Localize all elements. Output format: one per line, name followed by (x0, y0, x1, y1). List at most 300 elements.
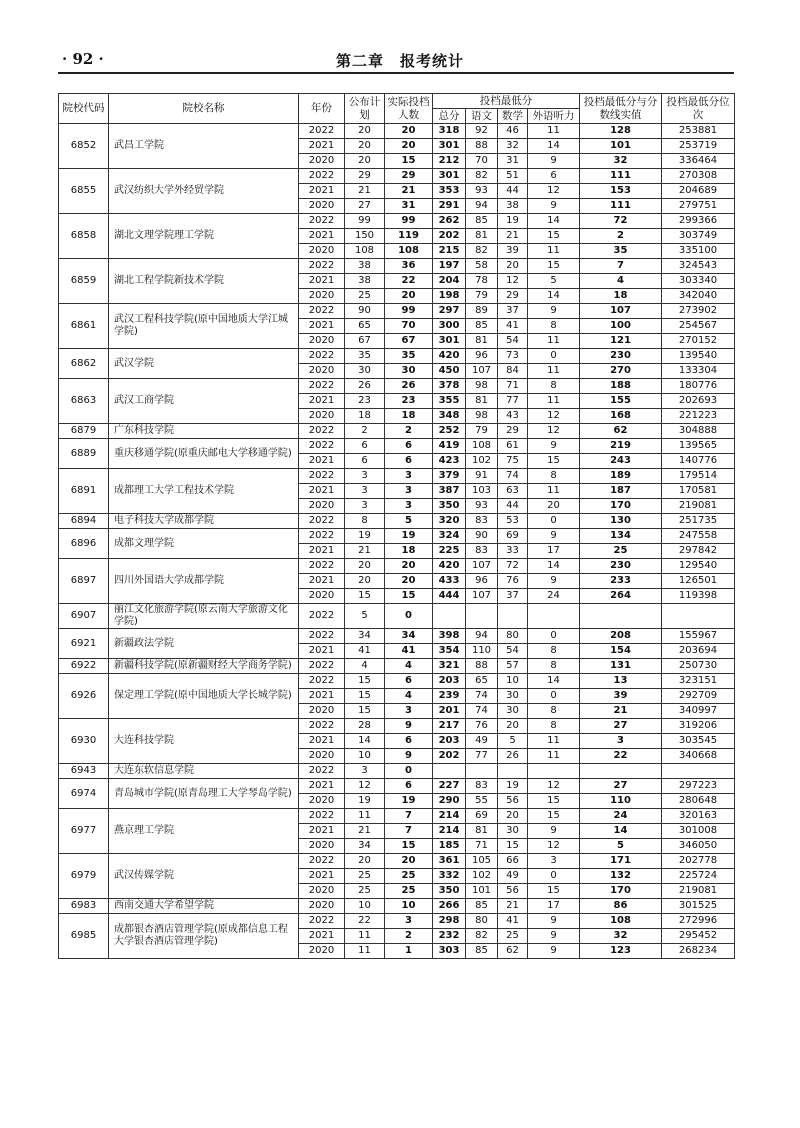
school-name: 武汉工程科技学院(原中国地质大学江城学院) (109, 304, 299, 349)
cell-total: 202 (433, 749, 466, 764)
cell-total: 201 (433, 704, 466, 719)
cell-chinese: 76 (466, 719, 498, 734)
cell-chinese: 108 (466, 439, 498, 454)
cell-planned: 20 (345, 154, 385, 169)
cell-diff: 72 (580, 214, 662, 229)
school-code: 6977 (59, 809, 109, 854)
cell-chinese: 83 (466, 544, 498, 559)
cell-rank: 253881 (662, 124, 735, 139)
cell-year: 2022 (299, 809, 345, 824)
cell-foreign: 9 (528, 529, 580, 544)
cell-chinese: 83 (466, 779, 498, 794)
cell-rank: 301008 (662, 824, 735, 839)
cell-foreign: 9 (528, 439, 580, 454)
cell-total: 262 (433, 214, 466, 229)
school-code: 6930 (59, 719, 109, 764)
cell-math: 5 (498, 734, 528, 749)
cell-chinese: 83 (466, 514, 498, 529)
cell-diff: 3 (580, 734, 662, 749)
cell-math: 46 (498, 124, 528, 139)
cell-total: 444 (433, 589, 466, 604)
cell-math: 84 (498, 364, 528, 379)
school-name: 武汉传媒学院 (109, 854, 299, 899)
cell-planned: 2 (345, 424, 385, 439)
school-name: 新疆政法学院 (109, 629, 299, 659)
cell-foreign: 3 (528, 854, 580, 869)
cell-chinese: 92 (466, 124, 498, 139)
cell-math: 69 (498, 529, 528, 544)
cell-actual: 6 (385, 454, 433, 469)
cell-math: 26 (498, 749, 528, 764)
cell-math: 25 (498, 929, 528, 944)
cell-year: 2021 (299, 824, 345, 839)
cell-math: 39 (498, 244, 528, 259)
cell-actual: 18 (385, 544, 433, 559)
cell-year: 2022 (299, 914, 345, 929)
cell-total: 301 (433, 169, 466, 184)
cell-actual: 6 (385, 674, 433, 689)
table-row (59, 169, 735, 184)
school-name: 青岛城市学院(原青岛理工大学琴岛学院) (109, 779, 299, 809)
cell-chinese (466, 764, 498, 779)
cell-diff: 111 (580, 199, 662, 214)
cell-rank: 335100 (662, 244, 735, 259)
cell-rank: 301525 (662, 899, 735, 914)
cell-rank: 251735 (662, 514, 735, 529)
cell-total: 214 (433, 809, 466, 824)
cell-chinese: 94 (466, 629, 498, 644)
cell-diff: 155 (580, 394, 662, 409)
cell-total: 350 (433, 499, 466, 514)
cell-foreign: 8 (528, 379, 580, 394)
cell-planned: 65 (345, 319, 385, 334)
cell-planned: 14 (345, 734, 385, 749)
cell-diff: 24 (580, 809, 662, 824)
cell-diff: 168 (580, 409, 662, 424)
cell-rank: 202778 (662, 854, 735, 869)
cell-diff: 62 (580, 424, 662, 439)
cell-math: 80 (498, 629, 528, 644)
cell-actual: 19 (385, 529, 433, 544)
cell-foreign: 11 (528, 244, 580, 259)
cell-actual: 108 (385, 244, 433, 259)
cell-math: 30 (498, 689, 528, 704)
cell-diff: 219 (580, 439, 662, 454)
cell-planned: 34 (345, 629, 385, 644)
header-total: 总分 (433, 109, 466, 124)
cell-foreign: 6 (528, 169, 580, 184)
cell-planned: 38 (345, 259, 385, 274)
cell-math: 63 (498, 484, 528, 499)
cell-total: 301 (433, 334, 466, 349)
cell-year: 2020 (299, 884, 345, 899)
cell-diff: 18 (580, 289, 662, 304)
cell-actual: 9 (385, 749, 433, 764)
cell-actual: 67 (385, 334, 433, 349)
cell-diff: 22 (580, 749, 662, 764)
header-name: 院校名称 (109, 94, 299, 124)
cell-chinese: 82 (466, 244, 498, 259)
cell-math: 54 (498, 644, 528, 659)
cell-actual: 5 (385, 514, 433, 529)
cell-foreign: 17 (528, 899, 580, 914)
cell-math: 21 (498, 229, 528, 244)
cell-actual: 2 (385, 424, 433, 439)
cell-year: 2020 (299, 409, 345, 424)
cell-diff: 4 (580, 274, 662, 289)
cell-year: 2021 (299, 184, 345, 199)
cell-math: 20 (498, 809, 528, 824)
cell-chinese: 82 (466, 169, 498, 184)
cell-planned: 20 (345, 854, 385, 869)
cell-actual: 119 (385, 229, 433, 244)
cell-diff: 132 (580, 869, 662, 884)
cell-planned: 15 (345, 689, 385, 704)
cell-rank: 250730 (662, 659, 735, 674)
cell-actual: 20 (385, 574, 433, 589)
cell-total: 212 (433, 154, 466, 169)
cell-total: 197 (433, 259, 466, 274)
cell-actual: 7 (385, 809, 433, 824)
cell-diff: 35 (580, 244, 662, 259)
cell-math: 56 (498, 884, 528, 899)
cell-planned: 21 (345, 824, 385, 839)
school-code: 6943 (59, 764, 109, 779)
chapter-title: 第二章 报考统计 (335, 52, 464, 70)
cell-math: 20 (498, 259, 528, 274)
cell-diff: 86 (580, 899, 662, 914)
cell-diff: 208 (580, 629, 662, 644)
cell-planned: 18 (345, 409, 385, 424)
cell-diff: 154 (580, 644, 662, 659)
cell-rank: 133304 (662, 364, 735, 379)
cell-year: 2020 (299, 364, 345, 379)
cell-planned: 19 (345, 529, 385, 544)
school-code: 6926 (59, 674, 109, 719)
cell-planned: 20 (345, 559, 385, 574)
school-code: 6859 (59, 259, 109, 304)
cell-total: 321 (433, 659, 466, 674)
cell-planned: 10 (345, 899, 385, 914)
cell-year: 2021 (299, 394, 345, 409)
cell-rank: 253719 (662, 139, 735, 154)
cell-planned: 21 (345, 544, 385, 559)
cell-total: 298 (433, 914, 466, 929)
cell-chinese: 96 (466, 349, 498, 364)
school-name: 大连东软信息学院 (109, 764, 299, 779)
cell-year: 2022 (299, 304, 345, 319)
table-row (59, 899, 735, 914)
cell-diff: 170 (580, 884, 662, 899)
cell-year: 2021 (299, 574, 345, 589)
cell-rank: 272996 (662, 914, 735, 929)
cell-actual: 99 (385, 214, 433, 229)
cell-chinese: 85 (466, 214, 498, 229)
cell-rank: 304888 (662, 424, 735, 439)
cell-planned: 20 (345, 139, 385, 154)
school-name: 湖北工程学院新技术学院 (109, 259, 299, 304)
cell-diff: 134 (580, 529, 662, 544)
cell-actual: 3 (385, 499, 433, 514)
cell-chinese: 71 (466, 839, 498, 854)
cell-math: 62 (498, 944, 528, 959)
cell-total: 420 (433, 559, 466, 574)
header-rank: 投档最低分位次 (662, 94, 735, 124)
school-code: 6855 (59, 169, 109, 214)
cell-diff: 32 (580, 154, 662, 169)
cell-planned: 3 (345, 484, 385, 499)
cell-rank: 280648 (662, 794, 735, 809)
cell-foreign: 11 (528, 334, 580, 349)
cell-chinese: 98 (466, 379, 498, 394)
cell-foreign: 14 (528, 674, 580, 689)
cell-actual: 6 (385, 439, 433, 454)
cell-total: 423 (433, 454, 466, 469)
cell-diff: 188 (580, 379, 662, 394)
table-row (59, 124, 735, 139)
cell-planned: 108 (345, 244, 385, 259)
cell-actual: 3 (385, 704, 433, 719)
cell-actual: 7 (385, 824, 433, 839)
school-name: 武汉纺织大学外经贸学院 (109, 169, 299, 214)
cell-total: 433 (433, 574, 466, 589)
cell-math: 44 (498, 499, 528, 514)
cell-diff: 101 (580, 139, 662, 154)
cell-total: 320 (433, 514, 466, 529)
cell-planned: 4 (345, 659, 385, 674)
cell-rank: 254567 (662, 319, 735, 334)
cell-math: 15 (498, 839, 528, 854)
cell-planned: 90 (345, 304, 385, 319)
school-name: 成都文理学院 (109, 529, 299, 559)
cell-chinese: 101 (466, 884, 498, 899)
cell-math: 33 (498, 544, 528, 559)
table-row (59, 529, 735, 544)
cell-rank: 346050 (662, 839, 735, 854)
cell-actual: 10 (385, 899, 433, 914)
cell-total: 355 (433, 394, 466, 409)
cell-rank: 273902 (662, 304, 735, 319)
cell-actual: 20 (385, 124, 433, 139)
cell-total: 217 (433, 719, 466, 734)
cell-rank: 219081 (662, 884, 735, 899)
cell-chinese: 107 (466, 364, 498, 379)
cell-actual: 20 (385, 139, 433, 154)
school-name: 湖北文理学院理工学院 (109, 214, 299, 259)
cell-actual: 15 (385, 589, 433, 604)
cell-planned: 67 (345, 334, 385, 349)
cell-chinese: 107 (466, 589, 498, 604)
cell-foreign: 0 (528, 629, 580, 644)
cell-actual: 15 (385, 154, 433, 169)
header-planned: 公布计划 (345, 94, 385, 124)
cell-chinese: 81 (466, 334, 498, 349)
cell-foreign: 14 (528, 289, 580, 304)
cell-foreign: 11 (528, 734, 580, 749)
cell-foreign: 9 (528, 574, 580, 589)
table-row (59, 349, 735, 364)
cell-year: 2022 (299, 124, 345, 139)
cell-actual: 19 (385, 794, 433, 809)
table-row (59, 514, 735, 529)
cell-rank: 279751 (662, 199, 735, 214)
cell-total: 291 (433, 199, 466, 214)
cell-foreign: 15 (528, 229, 580, 244)
table-row (59, 424, 735, 439)
cell-year: 2022 (299, 854, 345, 869)
cell-chinese: 85 (466, 944, 498, 959)
cell-foreign: 17 (528, 544, 580, 559)
cell-year: 2021 (299, 544, 345, 559)
cell-diff: 108 (580, 914, 662, 929)
cell-math: 32 (498, 139, 528, 154)
cell-rank: 297223 (662, 779, 735, 794)
cell-year: 2022 (299, 424, 345, 439)
cell-diff: 21 (580, 704, 662, 719)
cell-planned: 11 (345, 929, 385, 944)
cell-chinese: 69 (466, 809, 498, 824)
school-code: 6894 (59, 514, 109, 529)
school-code: 6983 (59, 899, 109, 914)
cell-year: 2020 (299, 794, 345, 809)
cell-rank: 297842 (662, 544, 735, 559)
cell-diff: 5 (580, 839, 662, 854)
cell-total: 361 (433, 854, 466, 869)
cell-actual: 26 (385, 379, 433, 394)
cell-year: 2021 (299, 929, 345, 944)
cell-math: 41 (498, 319, 528, 334)
cell-year: 2020 (299, 839, 345, 854)
cell-foreign: 14 (528, 559, 580, 574)
cell-planned: 3 (345, 469, 385, 484)
table-row (59, 914, 735, 929)
cell-foreign: 0 (528, 869, 580, 884)
cell-foreign (528, 764, 580, 779)
cell-total: 379 (433, 469, 466, 484)
cell-foreign: 15 (528, 884, 580, 899)
cell-year: 2021 (299, 454, 345, 469)
cell-diff: 14 (580, 824, 662, 839)
cell-rank: 139565 (662, 439, 735, 454)
cell-planned: 6 (345, 439, 385, 454)
table-body (59, 124, 735, 959)
cell-total (433, 604, 466, 629)
cell-actual: 9 (385, 719, 433, 734)
cell-diff: 7 (580, 259, 662, 274)
cell-diff (580, 604, 662, 629)
cell-foreign: 8 (528, 469, 580, 484)
cell-year: 2021 (299, 229, 345, 244)
cell-diff: 233 (580, 574, 662, 589)
cell-planned: 21 (345, 184, 385, 199)
cell-foreign: 20 (528, 499, 580, 514)
cell-diff: 111 (580, 169, 662, 184)
school-name: 电子科技大学成都学院 (109, 514, 299, 529)
cell-diff: 189 (580, 469, 662, 484)
cell-rank: 303340 (662, 274, 735, 289)
cell-diff: 110 (580, 794, 662, 809)
cell-actual: 22 (385, 274, 433, 289)
table-row (59, 674, 735, 689)
cell-planned: 25 (345, 869, 385, 884)
cell-diff: 39 (580, 689, 662, 704)
table-row (59, 659, 735, 674)
cell-math (498, 604, 528, 629)
cell-diff: 13 (580, 674, 662, 689)
cell-foreign: 9 (528, 154, 580, 169)
cell-rank: 139540 (662, 349, 735, 364)
cell-math: 51 (498, 169, 528, 184)
cell-math: 75 (498, 454, 528, 469)
cell-foreign: 15 (528, 809, 580, 824)
header-foreign: 外语听力 (528, 109, 580, 124)
cell-actual: 2 (385, 929, 433, 944)
cell-foreign: 14 (528, 214, 580, 229)
cell-foreign: 15 (528, 454, 580, 469)
header-code: 院校代码 (59, 94, 109, 124)
cell-math: 74 (498, 469, 528, 484)
school-name: 武昌工学院 (109, 124, 299, 169)
school-code: 6921 (59, 629, 109, 659)
cell-rank: 225724 (662, 869, 735, 884)
cell-total: 350 (433, 884, 466, 899)
cell-rank: 180776 (662, 379, 735, 394)
cell-total: 225 (433, 544, 466, 559)
cell-math: 73 (498, 349, 528, 364)
cell-foreign: 12 (528, 839, 580, 854)
school-code: 6862 (59, 349, 109, 379)
cell-chinese: 110 (466, 644, 498, 659)
cell-total: 420 (433, 349, 466, 364)
cell-rank: 126501 (662, 574, 735, 589)
cell-rank: 270308 (662, 169, 735, 184)
cell-foreign: 11 (528, 394, 580, 409)
cell-planned: 23 (345, 394, 385, 409)
cell-year: 2020 (299, 244, 345, 259)
cell-year: 2021 (299, 869, 345, 884)
school-name: 重庆移通学院(原重庆邮电大学移通学院) (109, 439, 299, 469)
cell-planned: 15 (345, 674, 385, 689)
header-rule (58, 72, 734, 74)
cell-diff: 153 (580, 184, 662, 199)
header-math: 数学 (498, 109, 528, 124)
cell-total: 214 (433, 824, 466, 839)
cell-total: 215 (433, 244, 466, 259)
school-name: 保定理工学院(原中国地质大学长城学院) (109, 674, 299, 719)
cell-total: 301 (433, 139, 466, 154)
cell-math: 12 (498, 274, 528, 289)
cell-diff: 230 (580, 559, 662, 574)
cell-diff: 264 (580, 589, 662, 604)
cell-year: 2022 (299, 629, 345, 644)
cell-year: 2022 (299, 559, 345, 574)
cell-diff: 243 (580, 454, 662, 469)
school-code: 6852 (59, 124, 109, 169)
cell-year: 2021 (299, 689, 345, 704)
cell-actual: 20 (385, 559, 433, 574)
cell-foreign: 0 (528, 689, 580, 704)
cell-total: 378 (433, 379, 466, 394)
cell-planned: 11 (345, 944, 385, 959)
cell-planned: 41 (345, 644, 385, 659)
cell-total: 332 (433, 869, 466, 884)
cell-diff: 100 (580, 319, 662, 334)
cell-foreign: 8 (528, 319, 580, 334)
cell-foreign: 12 (528, 424, 580, 439)
cell-rank (662, 764, 735, 779)
table-row (59, 719, 735, 734)
cell-year: 2022 (299, 529, 345, 544)
